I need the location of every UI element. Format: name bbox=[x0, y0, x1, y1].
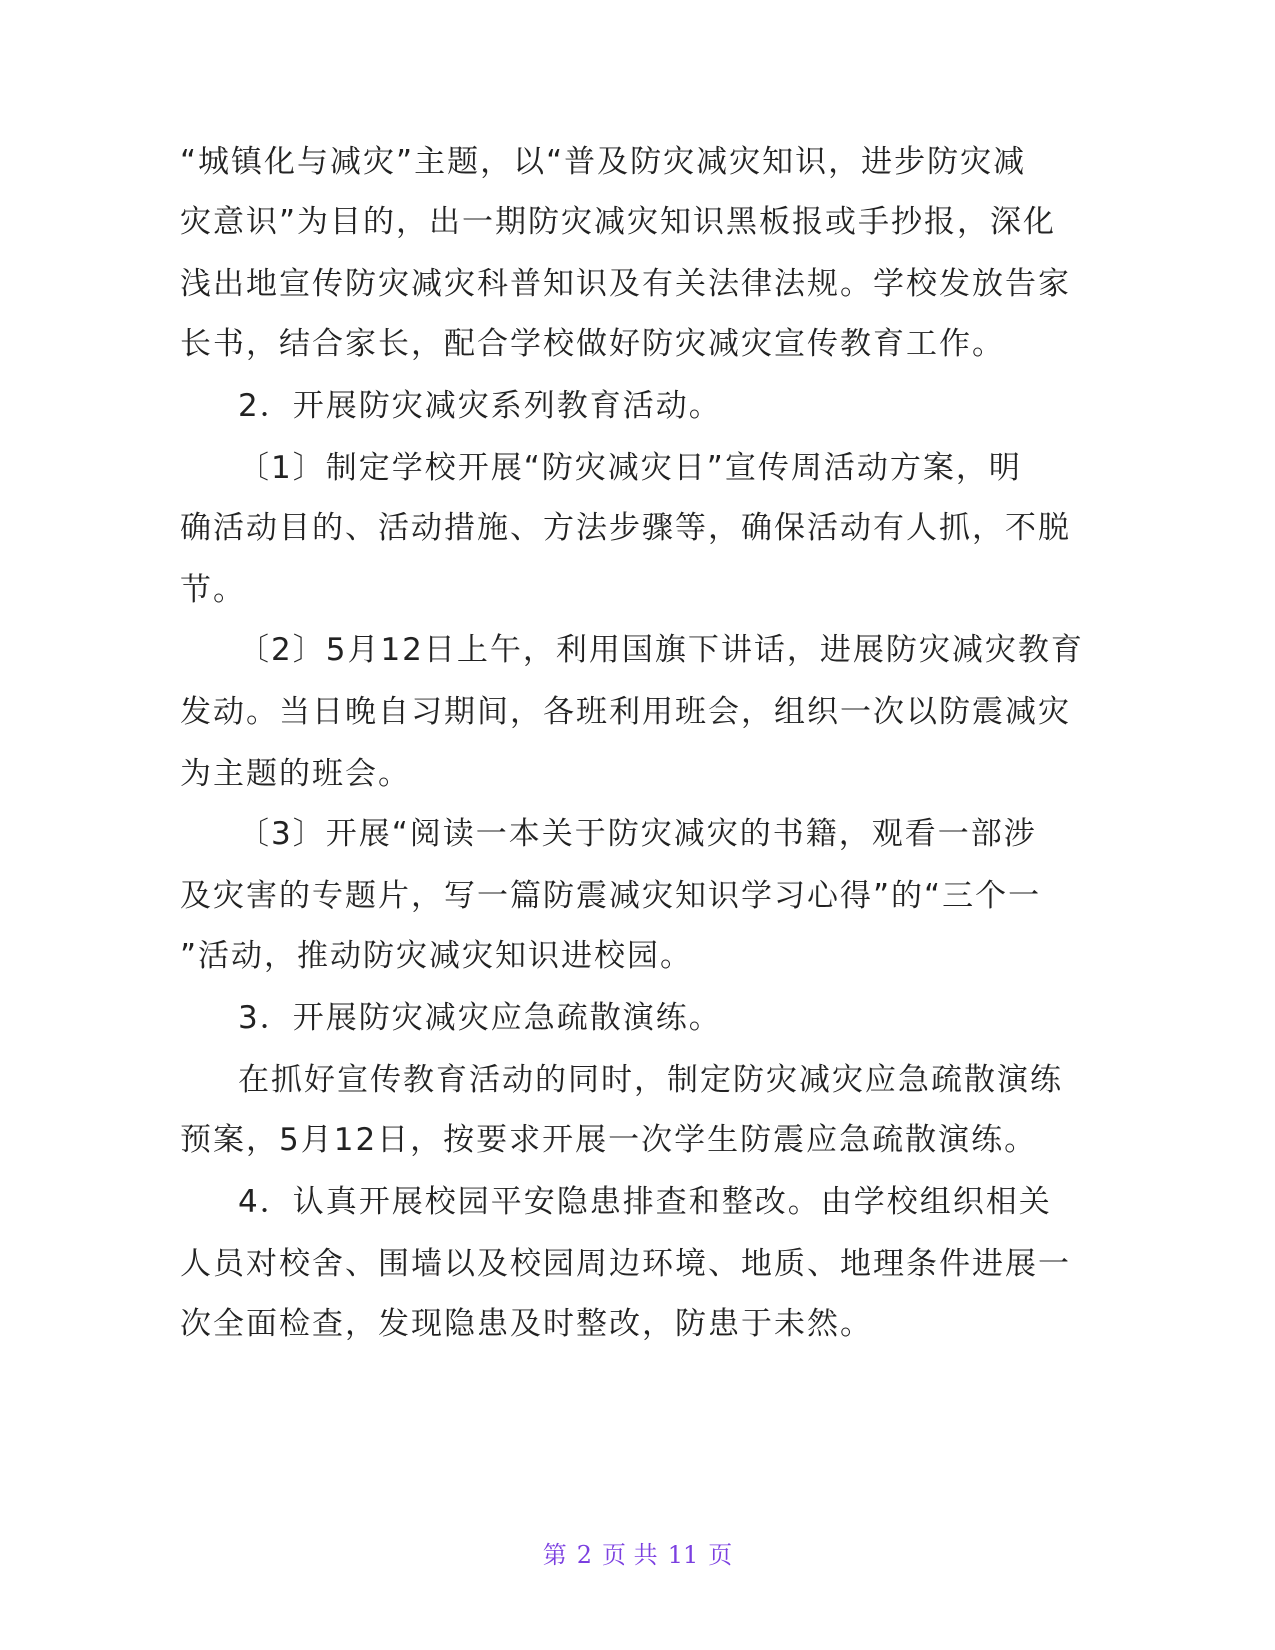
text-line bbox=[0, 506, 1275, 550]
text-line bbox=[0, 140, 1275, 184]
text-line bbox=[0, 322, 1275, 366]
text-line bbox=[0, 628, 1275, 672]
text-line bbox=[0, 996, 1275, 1040]
line-text: 为主题的班会。 bbox=[180, 756, 411, 792]
line-text: 确活动目的、活动措施、方法步骤等，确保活动有人抓，不脱 bbox=[180, 510, 1071, 546]
text-line bbox=[0, 1058, 1275, 1102]
text-line bbox=[0, 1118, 1275, 1162]
line-text: 〔3〕开展“阅读一本关于防灾减灾的书籍，观看一部涉 bbox=[238, 816, 1037, 852]
text-line bbox=[0, 1242, 1275, 1286]
current-page-number: 2 bbox=[576, 1541, 593, 1569]
line-text: ”活动，推动防灾减灾知识进校园。 bbox=[180, 938, 694, 974]
line-text: 〔2〕5月12日上午，利用国旗下讲话，进展防灾减灾教育 bbox=[238, 632, 1084, 668]
text-line bbox=[0, 690, 1275, 734]
text-line bbox=[0, 446, 1275, 490]
text-line bbox=[0, 752, 1275, 796]
page-footer bbox=[0, 1538, 1275, 1572]
total-page-count: 11 bbox=[667, 1541, 699, 1569]
line-text: 〔1〕制定学校开展“防灾减灾日”宣传周活动方案，明 bbox=[238, 450, 1022, 486]
line-text: 及灾害的专题片，写一篇防震减灾知识学习心得”的“三个一 bbox=[180, 878, 1042, 914]
text-line bbox=[0, 568, 1275, 612]
line-text: 灾意识”为目的，出一期防灾减灾知识黑板报或手抄报，深化 bbox=[180, 204, 1057, 240]
line-text: 2．开展防灾减灾系列教育活动。 bbox=[238, 388, 722, 424]
footer-suffix: 页 bbox=[708, 1541, 733, 1569]
footer-middle: 页 共 bbox=[602, 1541, 658, 1569]
text-line bbox=[0, 874, 1275, 918]
line-text: 浅出地宣传防灾减灾科普知识及有关法律法规。学校发放告家 bbox=[180, 266, 1071, 302]
line-text: 3．开展防灾减灾应急疏散演练。 bbox=[238, 1000, 722, 1036]
line-text: 在抓好宣传教育活动的同时，制定防灾减灾应急疏散演练 bbox=[238, 1062, 1063, 1098]
text-line bbox=[0, 812, 1275, 856]
line-text: 预案，5月12日，按要求开展一次学生防震应急疏散演练。 bbox=[180, 1122, 1038, 1158]
line-text: 4．认真开展校园平安隐患排查和整改。由学校组织相关 bbox=[238, 1184, 1052, 1220]
text-line bbox=[0, 200, 1275, 244]
text-line bbox=[0, 384, 1275, 428]
text-line bbox=[0, 934, 1275, 978]
line-text: 发动。当日晚自习期间，各班利用班会，组织一次以防震减灾 bbox=[180, 694, 1071, 730]
line-text: 长书，结合家长，配合学校做好防灾减灾宣传教育工作。 bbox=[180, 326, 1005, 362]
footer-prefix: 第 bbox=[542, 1541, 567, 1569]
text-line bbox=[0, 1180, 1275, 1224]
line-text: “城镇化与减灾”主题，以“普及防灾减灾知识，进步防灾减 bbox=[180, 144, 1027, 180]
line-text: 次全面检查，发现隐患及时整改，防患于未然。 bbox=[180, 1306, 873, 1342]
line-text: 节。 bbox=[180, 572, 246, 608]
text-line bbox=[0, 262, 1275, 306]
text-line bbox=[0, 1302, 1275, 1346]
line-text: 人员对校舍、围墙以及校园周边环境、地质、地理条件进展一 bbox=[180, 1246, 1071, 1282]
